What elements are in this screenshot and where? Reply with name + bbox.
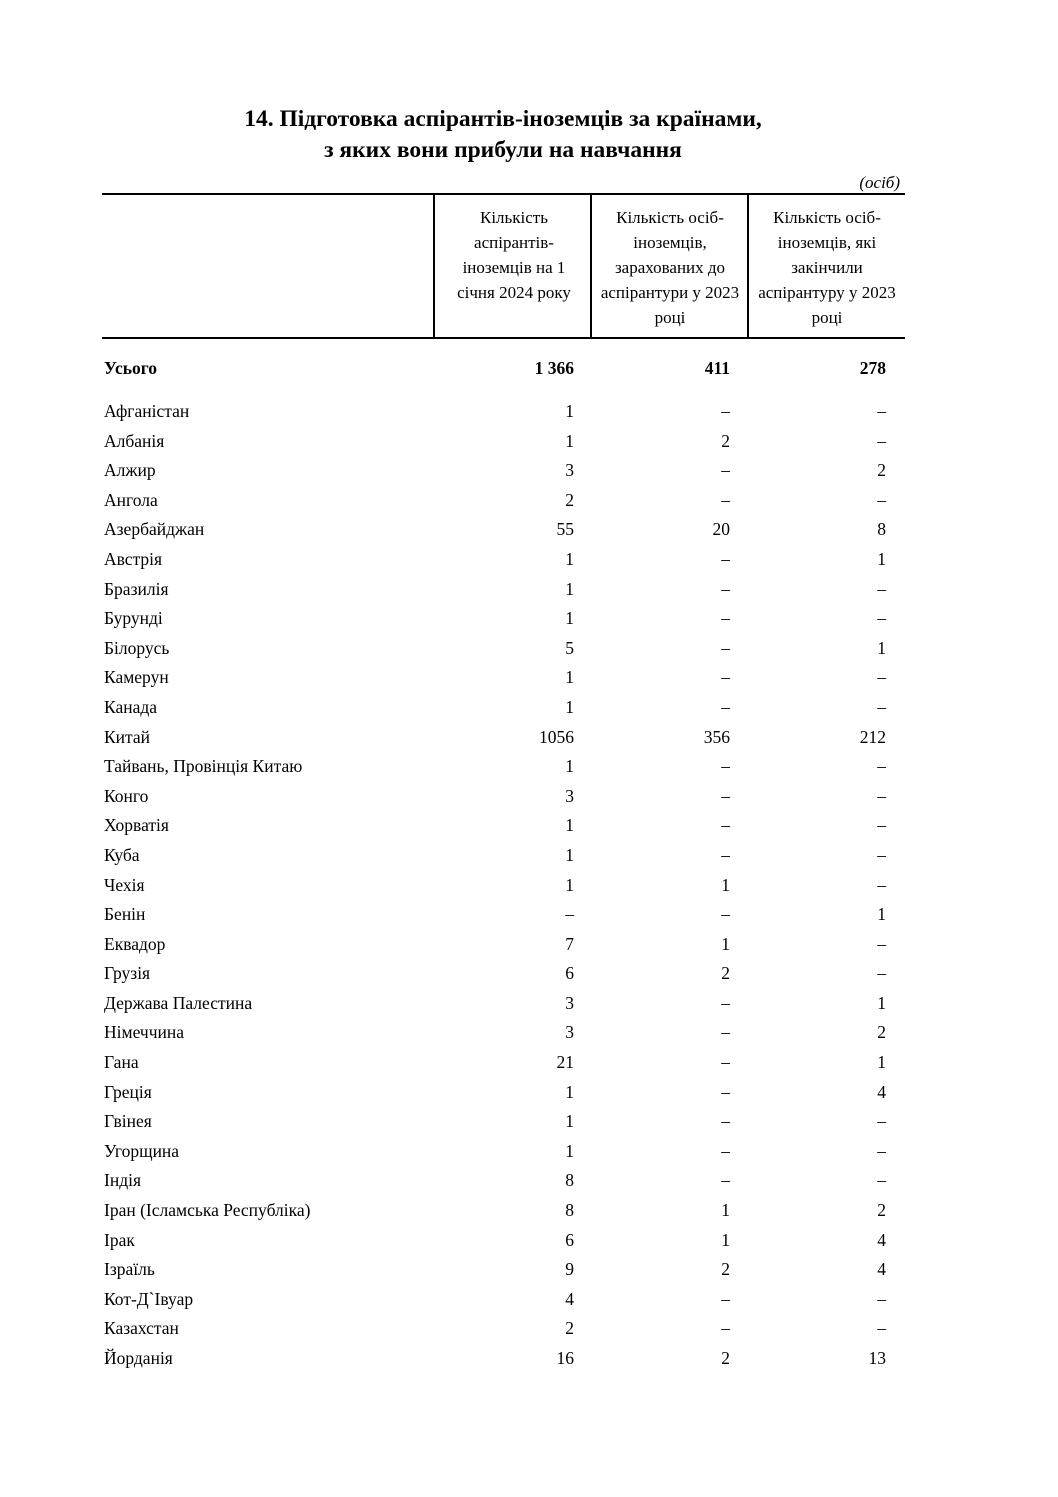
table-row xyxy=(104,723,886,753)
header-bottom-rule xyxy=(102,337,905,339)
value-admitted: 2 xyxy=(721,430,730,451)
value-enrolled: 3 xyxy=(565,785,574,806)
country-name: Угорщина xyxy=(104,1140,180,1161)
country-name: Хорватія xyxy=(104,815,169,836)
value-graduated: 2 xyxy=(877,1200,886,1221)
value-admitted: – xyxy=(721,815,730,836)
country-name: Австрія xyxy=(104,548,163,569)
table-row xyxy=(104,486,886,516)
value-enrolled: 2 xyxy=(565,1318,574,1339)
table-title xyxy=(0,104,1006,166)
value-admitted: – xyxy=(721,460,730,481)
value-enrolled: 8 xyxy=(565,1170,574,1191)
country-name: Бурунді xyxy=(104,608,163,629)
value-admitted: 20 xyxy=(712,519,730,540)
value-graduated: 1 xyxy=(877,992,886,1013)
value-admitted: 1 xyxy=(721,933,730,954)
value-graduated: – xyxy=(877,785,886,806)
table-row xyxy=(104,693,886,723)
value-graduated: – xyxy=(877,874,886,895)
value-enrolled: 1 xyxy=(565,1140,574,1161)
table-row xyxy=(104,1166,886,1196)
header-col-enrolled-students: Кількість аспірантів-іноземців на 1 січня 2024 року xyxy=(457,208,571,302)
country-name: Чехія xyxy=(104,874,145,895)
table-row xyxy=(104,959,886,989)
value-enrolled: 1 xyxy=(565,1081,574,1102)
value-admitted: – xyxy=(721,1140,730,1161)
table-row xyxy=(104,1226,886,1256)
table-row xyxy=(104,871,886,901)
total-value-admitted: 411 xyxy=(704,358,730,378)
table-row xyxy=(104,1018,886,1048)
value-admitted: 2 xyxy=(721,1259,730,1280)
value-admitted: 356 xyxy=(703,726,730,747)
value-enrolled: 1 xyxy=(565,756,574,777)
country-name: Куба xyxy=(104,844,140,865)
country-name: Йорданія xyxy=(104,1348,173,1368)
value-admitted: – xyxy=(721,1170,730,1191)
value-enrolled: 1 xyxy=(565,696,574,717)
value-admitted: – xyxy=(721,637,730,658)
value-admitted: – xyxy=(721,696,730,717)
value-graduated: 2 xyxy=(877,1022,886,1043)
value-admitted: – xyxy=(721,1111,730,1132)
value-graduated: – xyxy=(877,578,886,599)
value-enrolled: 1 xyxy=(565,667,574,688)
total-value-graduated: 278 xyxy=(859,358,886,378)
value-admitted: – xyxy=(721,1022,730,1043)
country-name: Гвінея xyxy=(104,1111,152,1132)
table-row xyxy=(104,1314,886,1344)
header-col-graduated-2023: Кількість осіб-іноземців, які закінчили аспірантуру у 2023 році xyxy=(758,208,896,327)
value-admitted: – xyxy=(721,578,730,599)
table-row xyxy=(104,1137,886,1167)
value-enrolled: 8 xyxy=(565,1200,574,1221)
value-graduated: 1 xyxy=(877,904,886,925)
value-graduated: 1 xyxy=(877,637,886,658)
value-graduated: 2 xyxy=(877,460,886,481)
table-row xyxy=(104,427,886,457)
value-admitted: 1 xyxy=(721,1229,730,1250)
value-enrolled: 9 xyxy=(565,1259,574,1280)
value-enrolled: 1 xyxy=(565,548,574,569)
value-enrolled: 1 xyxy=(565,608,574,629)
country-name: Кот-Д`Івуар xyxy=(104,1288,194,1309)
value-admitted: – xyxy=(721,667,730,688)
country-name: Грузія xyxy=(104,963,151,984)
value-graduated: 1 xyxy=(877,548,886,569)
country-name: Греція xyxy=(104,1081,152,1102)
table-row xyxy=(104,811,886,841)
total-label: Усього xyxy=(104,358,157,378)
table-row xyxy=(104,1048,886,1078)
country-name: Китай xyxy=(104,726,151,747)
value-enrolled: 1056 xyxy=(539,726,574,747)
country-name: Ірак xyxy=(104,1229,135,1250)
value-graduated: – xyxy=(877,1318,886,1339)
value-enrolled: 1 xyxy=(565,401,574,421)
table-row xyxy=(104,397,886,427)
table-row xyxy=(104,752,886,782)
value-enrolled: – xyxy=(565,904,574,925)
value-graduated: 13 xyxy=(868,1348,886,1368)
value-admitted: – xyxy=(721,608,730,629)
value-graduated: – xyxy=(877,756,886,777)
table-row xyxy=(104,1285,886,1315)
table-top-rule xyxy=(102,193,905,195)
value-graduated: 4 xyxy=(877,1259,886,1280)
value-enrolled: 6 xyxy=(565,963,574,984)
table-row xyxy=(104,663,886,693)
country-name: Афганістан xyxy=(104,401,190,421)
value-admitted: – xyxy=(721,992,730,1013)
country-name: Гана xyxy=(104,1052,139,1073)
value-admitted: – xyxy=(721,844,730,865)
country-name: Держава Палестина xyxy=(104,992,253,1013)
country-name: Іран (Ісламська Республіка) xyxy=(104,1200,311,1221)
value-graduated: – xyxy=(877,430,886,451)
table-row xyxy=(104,989,886,1019)
country-name: Ізраїль xyxy=(104,1259,155,1280)
country-name: Ангола xyxy=(104,489,158,510)
country-name: Канада xyxy=(104,696,158,717)
country-name: Індія xyxy=(104,1170,142,1191)
country-name: Тайвань, Провінція Китаю xyxy=(104,756,303,777)
total-row xyxy=(104,354,886,396)
value-enrolled: 7 xyxy=(565,933,574,954)
value-enrolled: 3 xyxy=(565,460,574,481)
value-enrolled: 3 xyxy=(565,992,574,1013)
table-row xyxy=(104,841,886,871)
value-admitted: – xyxy=(721,756,730,777)
country-name: Казахстан xyxy=(104,1318,179,1339)
value-enrolled: 21 xyxy=(556,1052,574,1073)
value-admitted: – xyxy=(721,1081,730,1102)
value-enrolled: 16 xyxy=(556,1348,574,1368)
table-row xyxy=(104,604,886,634)
value-graduated: – xyxy=(877,1140,886,1161)
value-graduated: – xyxy=(877,1111,886,1132)
column-divider-2 xyxy=(590,195,592,339)
table-row xyxy=(104,1107,886,1137)
value-enrolled: 1 xyxy=(565,815,574,836)
value-admitted: – xyxy=(721,401,730,421)
value-admitted: – xyxy=(721,1052,730,1073)
table-row xyxy=(104,900,886,930)
country-name: Камерун xyxy=(104,667,169,688)
table-row xyxy=(104,545,886,575)
table-row xyxy=(104,1255,886,1285)
value-graduated: – xyxy=(877,1288,886,1309)
value-graduated: 4 xyxy=(877,1229,886,1250)
table-body xyxy=(104,354,886,1374)
unit-label: (осіб) xyxy=(859,173,900,192)
table-title-line-1: 14. Підготовка аспірантів-іноземців за країнами, xyxy=(244,106,762,132)
country-name: Конго xyxy=(104,785,149,806)
value-graduated: – xyxy=(877,1170,886,1191)
value-graduated: 212 xyxy=(859,726,886,747)
column-divider-1 xyxy=(433,195,435,339)
value-admitted: 1 xyxy=(721,874,730,895)
value-graduated: – xyxy=(877,401,886,421)
value-graduated: – xyxy=(877,667,886,688)
table-row xyxy=(104,575,886,605)
table-row xyxy=(104,515,886,545)
table-row xyxy=(104,456,886,486)
value-enrolled: 55 xyxy=(556,519,574,540)
value-enrolled: 1 xyxy=(565,874,574,895)
value-graduated: 1 xyxy=(877,1052,886,1073)
value-graduated: 4 xyxy=(877,1081,886,1102)
country-name: Німеччина xyxy=(104,1022,185,1043)
value-admitted: – xyxy=(721,489,730,510)
table-row xyxy=(104,930,886,960)
value-enrolled: 5 xyxy=(565,637,574,658)
value-enrolled: 1 xyxy=(565,1111,574,1132)
table-row xyxy=(104,1344,886,1374)
value-admitted: – xyxy=(721,1288,730,1309)
country-name: Алжир xyxy=(104,460,156,481)
value-graduated: – xyxy=(877,815,886,836)
value-graduated: – xyxy=(877,844,886,865)
value-enrolled: 3 xyxy=(565,1022,574,1043)
country-name: Білорусь xyxy=(104,637,170,658)
value-graduated: – xyxy=(877,933,886,954)
value-enrolled: 4 xyxy=(565,1288,574,1309)
value-enrolled: 6 xyxy=(565,1229,574,1250)
value-enrolled: 2 xyxy=(565,489,574,510)
value-admitted: – xyxy=(721,904,730,925)
country-name: Азербайджан xyxy=(104,519,205,540)
total-value-enrolled: 1 366 xyxy=(534,358,574,378)
table-row xyxy=(104,782,886,812)
table-row xyxy=(104,1078,886,1108)
value-admitted: – xyxy=(721,548,730,569)
country-name: Бенін xyxy=(104,904,146,925)
value-enrolled: 1 xyxy=(565,430,574,451)
value-graduated: – xyxy=(877,489,886,510)
value-graduated: – xyxy=(877,608,886,629)
country-name: Еквадор xyxy=(104,933,166,954)
country-name: Албанія xyxy=(104,430,165,451)
table-row xyxy=(104,634,886,664)
value-admitted: – xyxy=(721,785,730,806)
value-admitted: 2 xyxy=(721,963,730,984)
value-graduated: – xyxy=(877,696,886,717)
value-admitted: – xyxy=(721,1318,730,1339)
value-graduated: 8 xyxy=(877,519,886,540)
table-row xyxy=(104,1196,886,1226)
value-admitted: 1 xyxy=(721,1200,730,1221)
table-title-line-2: з яких вони прибули на навчання xyxy=(324,137,682,163)
country-name: Бразилія xyxy=(104,578,169,599)
value-graduated: – xyxy=(877,963,886,984)
value-enrolled: 1 xyxy=(565,844,574,865)
header-col-admitted-2023: Кількість осіб-іноземців, зарахованих до аспірантури у 2023 році xyxy=(600,208,740,327)
column-divider-3 xyxy=(747,195,749,339)
value-admitted: 2 xyxy=(721,1348,730,1368)
value-enrolled: 1 xyxy=(565,578,574,599)
